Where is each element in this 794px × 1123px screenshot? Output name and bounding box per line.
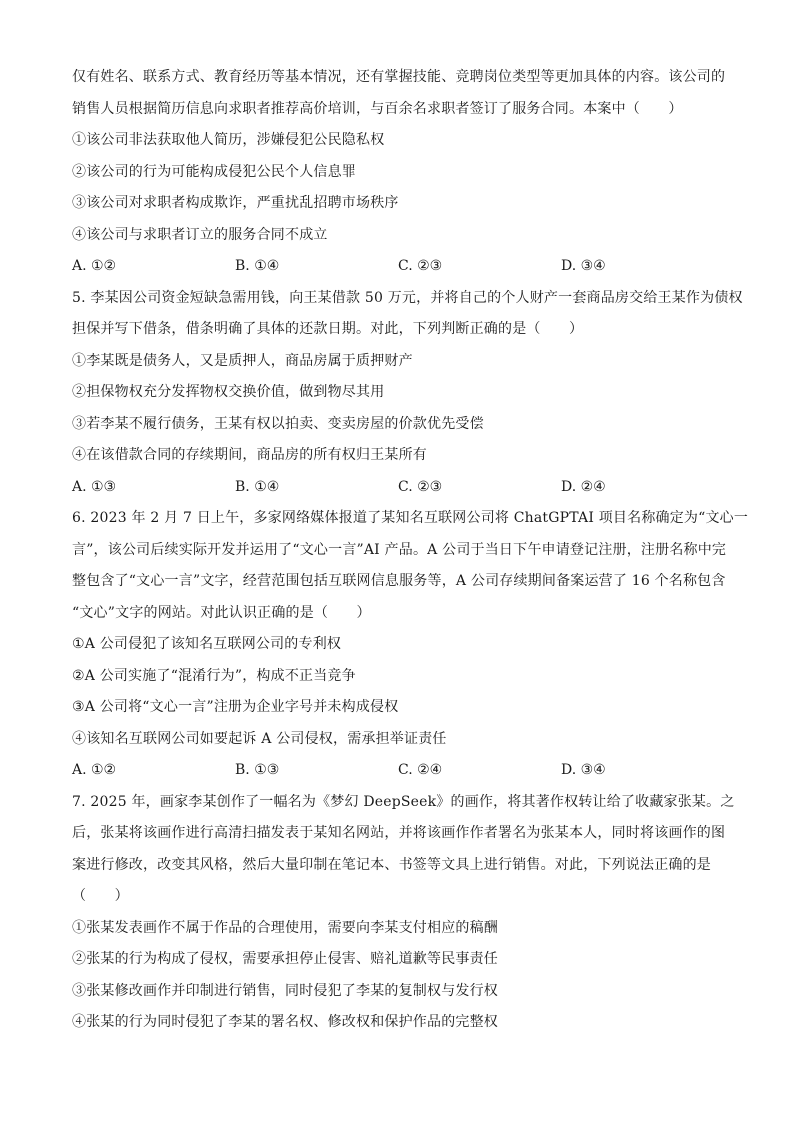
question-4 (72, 62, 727, 283)
question-4-statement-4: ④该公司与求职者订立的服务合同不成立 (72, 226, 328, 243)
question-7-stem-line-1: 7. 2025 年，画家李某创作了一幅名为《梦幻 DeepSeek》的画作，将其著作权转让给了收藏家张某。之 (72, 793, 735, 810)
question-7-stem-line-3: 案进行修改，改变其风格，然后大量印制在笔记本、书签等文具上进行销售。对此，下列说法正确的是 (72, 856, 711, 873)
question-4-option-c: C. ②③ (398, 258, 443, 274)
question-6-stem-line-3: 整包含了“文心一言”文字，经营范围包括互联网信息服务等，A 公司存续期间备案运营了 16 个名称包含 (72, 573, 726, 589)
question-6-option-c: C. ②④ (398, 762, 443, 778)
question-6-stem-line-1: 6. 2023 年 2 月 7 日上午，多家网络媒体报道了某知名互联网公司将 ChatGPTAI 项目名称确定为“文心一 (72, 510, 749, 526)
question-4-option-a: A. ①② (72, 258, 117, 274)
question-5-option-c: C. ②③ (398, 478, 443, 495)
question-5-stem-line-1: 5. 李某因公司资金短缺急需用钱，向王某借款 50 万元，并将自己的个人财产一套商品房交给王某作为债权 (72, 289, 743, 306)
question-7-statement-4: ④张某的行为同时侵犯了李某的署名权、修改权和保护作品的完整权 (72, 1014, 498, 1030)
question-6 (72, 503, 749, 787)
question-7-stem-line-4: （ ） (72, 888, 129, 904)
question-6-statement-2: ②A 公司实施了“混淆行为”，构成不正当竞争 (72, 667, 356, 684)
question-5-statement-1: ①李某既是债务人，又是质押人，商品房属于质押财产 (72, 352, 413, 369)
question-4-option-b: B. ①④ (235, 258, 280, 274)
question-4-statement-2: ②该公司的行为可能构成侵犯公民个人信息罪 (72, 163, 356, 180)
question-5-statement-2: ②担保物权充分发挥物权交换价值，做到物尽其用 (72, 384, 385, 400)
question-4-stem-line-2: 销售人员根据简历信息向求职者推荐高价培训，与百余名求职者签订了服务合同。本案中（ ） (72, 100, 683, 117)
question-5-options (72, 472, 727, 504)
question-4-statement-3: ③该公司对求职者构成欺诈，严重扰乱招聘市场秩序 (72, 195, 399, 211)
question-7-stem-line-2: 后，张某将该画作进行高清扫描发表于某知名网站，并将该画作作者署名为张某本人，同时将该画作的图 (72, 825, 726, 841)
question-6-stem-line-4: “文心”文字的网站。对此认识正确的是（ ） (72, 604, 371, 621)
question-7-statement-1: ①张某发表画作不属于作品的合理使用，需要向李某支付相应的稿酬 (72, 919, 498, 936)
question-4-options (72, 251, 727, 283)
question-5-stem-line-2: 担保并写下借条，借条明确了具体的还款日期。对此，下列判断正确的是（ ） (72, 321, 584, 337)
question-6-statement-1: ①A 公司侵犯了该知名互联网公司的专利权 (72, 636, 342, 652)
question-6-statement-3: ③A 公司将“文心一言”注册为企业字号并未构成侵权 (72, 699, 399, 715)
exam-page (72, 62, 749, 1039)
question-5-statement-3: ③若李某不履行债务，王某有权以拍卖、变卖房屋的价款优先受偿 (72, 415, 484, 432)
question-6-statement-4: ④该知名互联网公司如要起诉 A 公司侵权，需承担举证责任 (72, 730, 447, 747)
question-7-statement-2: ②张某的行为构成了侵权，需要承担停止侵害、赔礼道歉等民事责任 (72, 951, 498, 967)
question-6-option-a: A. ①② (72, 762, 117, 778)
question-4-statement-1: ①该公司非法获取他人简历，涉嫌侵犯公民隐私权 (72, 132, 385, 148)
question-6-option-d: D. ③④ (561, 762, 606, 778)
question-5 (72, 283, 743, 504)
question-5-option-d: D. ②④ (561, 478, 606, 495)
question-4-stem-line-1: 仅有姓名、联系方式、教育经历等基本情况，还有掌握技能、竞聘岗位类型等更加具体的内容。该公司的 (72, 69, 726, 85)
question-6-stem-line-2: 言”，该公司后续实际开发并运用了“文心一言”AI 产品。A 公司于当日下午申请登记注册，注册名称中完 (72, 541, 727, 558)
question-5-option-a: A. ①③ (72, 478, 117, 495)
question-6-options (72, 755, 727, 787)
question-5-statement-4: ④在该借款合同的存续期间，商品房的所有权归王某所有 (72, 447, 427, 463)
question-7-statement-3: ③张某修改画作并印制进行销售，同时侵犯了李某的复制权与发行权 (72, 982, 498, 999)
question-7 (72, 787, 735, 1039)
question-5-option-b: B. ①④ (235, 478, 280, 495)
question-6-option-b: B. ①③ (235, 762, 280, 778)
question-4-option-d: D. ③④ (561, 258, 606, 274)
